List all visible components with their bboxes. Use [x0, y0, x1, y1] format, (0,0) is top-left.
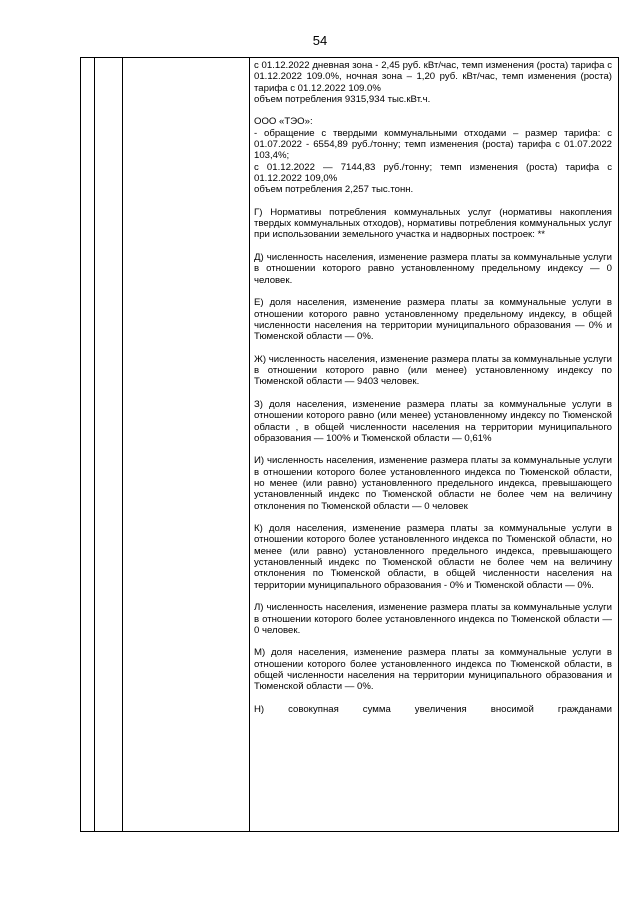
table-left-border [80, 57, 81, 832]
paragraph [254, 455, 612, 511]
table-content-cell [254, 60, 612, 727]
paragraph-line: с 01.12.2022 дневная зона - 2,45 руб. кВт/час, темп изменения (роста) тарифа с 01.12.2022 109.0%, ночная зона – 1,20 руб. кВт/час, темп изменения (роста) тарифа с 01.12.2022 109.0% [254, 60, 612, 94]
paragraph-line: объем потребления 2,257 тыс.тонн. [254, 184, 414, 196]
paragraph [254, 704, 612, 715]
paragraph-line: Г) Нормативы потребления коммунальных услуг (нормативы накопления твердых коммунальных отходов), нормативы потребления коммунальных услуг при использовании земельного участка и надворных построек: ** [254, 206, 612, 241]
paragraph-line: К) доля населения, изменение размера платы за коммунальные услуги в отношении которого более установленного индекса по Тюменской области, но менее (или равно) установленного предельного индекса, превышающего установленный индекс по Тюменской области не более чем на величину отклонения по Тюменской области, в общей численности населения на территории муниципального образования - 0% и Тюменской области — 0%. [254, 523, 612, 591]
paragraph-line: Н) совокупная сумма увеличения вносимой гражданами [254, 703, 612, 715]
paragraph [254, 399, 612, 444]
table-bottom-border [80, 831, 619, 832]
paragraph-line: Д) численность населения, изменение размера платы за коммунальные услуги в отношении которого равно установленному предельному индексу — 0 человек. [254, 252, 612, 286]
page-number: 54 [312, 33, 328, 48]
paragraph-line: Е) доля населения, изменение размера платы за коммунальные услуги в отношении которого равно установленному предельному индексу, в общей численности населения на территории муниципального образования — 0% и Тюменской области — 0%. [254, 297, 612, 343]
paragraph-line: объем потребления 9315,934 тыс.кВт.ч. [254, 93, 431, 105]
paragraph [254, 116, 612, 195]
paragraph [254, 354, 612, 388]
paragraph-line: З) доля населения, изменение размера платы за коммунальные услуги в отношении которого равно (или менее) установленному индексу по Тюменской области , в общей численности населения на территории муниципального образования — 100% и Тюменской области — 0,61% [254, 398, 612, 444]
paragraph [254, 252, 612, 286]
paragraph [254, 523, 612, 591]
table-right-border [618, 57, 619, 832]
paragraph [254, 297, 612, 342]
table-top-border [80, 57, 619, 58]
paragraph-line: Л) численность населения, изменение размера платы за коммунальные услуги в отношении которого более установленного индекса по Тюменской области — 0 человек. [254, 602, 612, 636]
paragraph-line: - обращение с твердыми коммунальными отходами – размер тарифа: с 01.07.2022 - 6554,89 руб./тонну; темп изменения (роста) тарифа с 01.07.2022 103,4%; [254, 127, 612, 162]
table-column-divider [122, 57, 123, 832]
paragraph [254, 60, 612, 105]
paragraph [254, 602, 612, 636]
paragraph-line: Ж) численность населения, изменение размера платы за коммунальные услуги в отношении которого равно (или менее) установленному индексу по Тюменской области — 9403 человек. [254, 353, 612, 388]
paragraph-line: с 01.12.2022 — 7144,83 руб./тонну; темп изменения (роста) тарифа с 01.12.2022 109,0% [254, 161, 612, 184]
paragraph-line: И) численность населения, изменение размера платы за коммунальные услуги в отношении которого более установленного индекса по Тюменской области, но менее (или равно) установленного предельного индекса, превышающего установленный индекс по Тюменской области не более чем на величину отклонения по Тюменской области — 0 человек [254, 455, 612, 512]
paragraph [254, 207, 612, 241]
paragraph-line: ООО «ТЭО»: [254, 116, 313, 128]
table-column-divider [249, 57, 250, 832]
paragraph-line: М) доля населения, изменение размера платы за коммунальные услуги в отношении которого более установленного индекса по Тюменской области, в общей численности населения на территории муниципального образования и Тюменской области — 0%. [254, 647, 612, 693]
table-column-divider [94, 57, 95, 832]
document-table [80, 57, 619, 832]
paragraph [254, 647, 612, 692]
